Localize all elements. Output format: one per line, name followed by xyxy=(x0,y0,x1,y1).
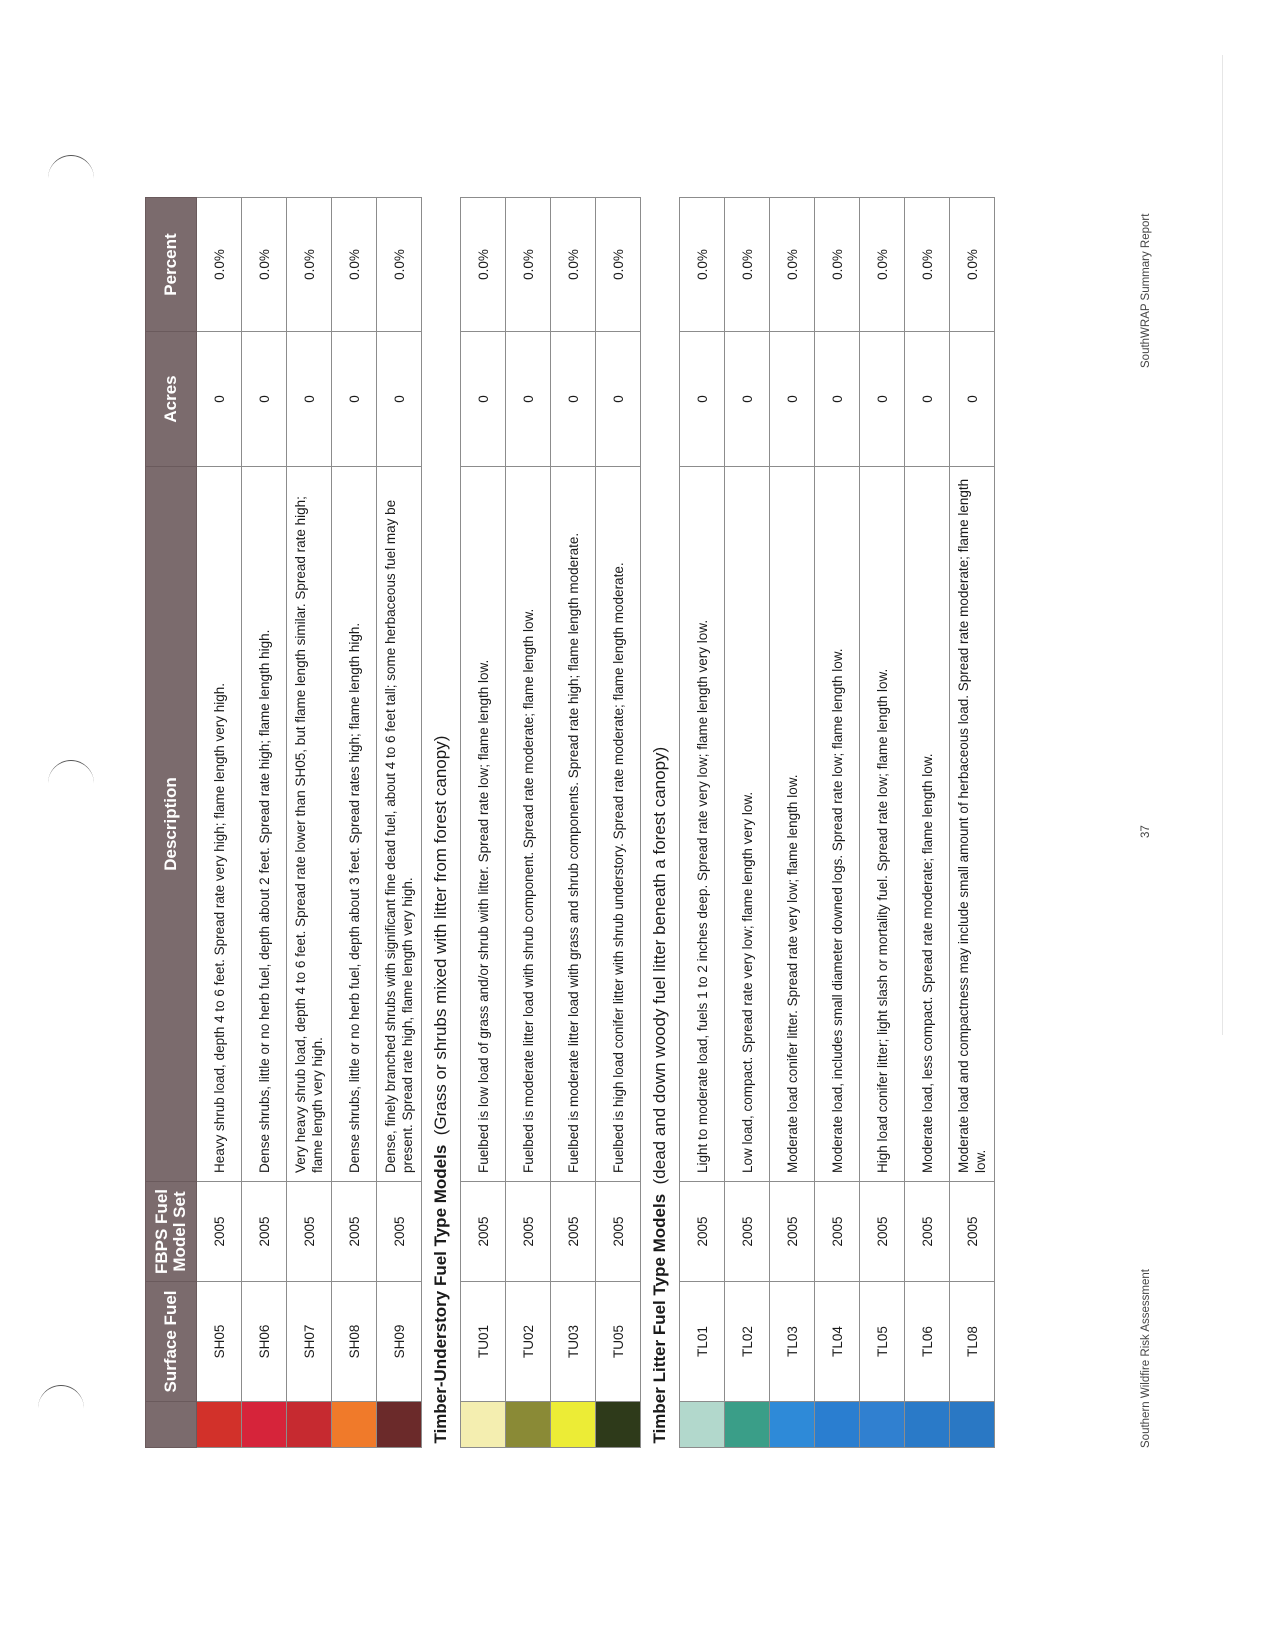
fuel-description: Moderate load, less compact. Spread rate moderate; flame length low. xyxy=(905,467,950,1182)
fuel-model-set: 2005 xyxy=(242,1182,287,1282)
fuel-code: TL04 xyxy=(815,1282,860,1402)
fuel-acres: 0 xyxy=(461,332,506,467)
header-surface-fuel: Surface Fuel xyxy=(146,1282,197,1402)
fuel-description: Moderate load, includes small diameter downed logs. Spread rate low; flame length low. xyxy=(815,467,860,1182)
fuel-model-set: 2005 xyxy=(725,1182,770,1282)
fuel-description: Moderate load and compactness may include small amount of herbaceous load. Spread rate moderate; flame length low. xyxy=(950,467,995,1182)
fuel-model-set: 2005 xyxy=(860,1182,905,1282)
fuel-code: TU01 xyxy=(461,1282,506,1402)
fuel-percent: 0.0% xyxy=(950,198,995,332)
fuel-acres: 0 xyxy=(596,332,641,467)
binder-hole-top xyxy=(48,155,94,202)
fuel-model-set: 2005 xyxy=(905,1182,950,1282)
fuel-model-set: 2005 xyxy=(461,1182,506,1282)
section-title: Timber Litter Fuel Type Models xyxy=(650,1193,669,1444)
color-swatch xyxy=(725,1402,770,1448)
color-swatch xyxy=(197,1402,242,1448)
color-swatch xyxy=(860,1402,905,1448)
fuel-description: Low load, compact. Spread rate very low; flame length very low. xyxy=(725,467,770,1182)
fuel-acres: 0 xyxy=(287,332,332,467)
fuel-description: Fuelbed is low load of grass and/or shrub with litter. Spread rate low; flame length low. xyxy=(461,467,506,1182)
footer-right: SouthWRAP Summary Report xyxy=(1140,213,1152,368)
fuel-percent: 0.0% xyxy=(680,198,725,332)
fuel-description: Dense shrubs, little or no herb fuel, depth about 2 feet. Spread rate high; flame length high. xyxy=(242,467,287,1182)
fuel-percent: 0.0% xyxy=(377,198,422,332)
section-header-timber-litter xyxy=(641,198,680,1448)
fuel-percent: 0.0% xyxy=(815,198,860,332)
fuel-code: TU05 xyxy=(596,1282,641,1402)
header-percent: Percent xyxy=(146,198,197,332)
scan-edge-line xyxy=(1222,55,1223,1035)
fuel-acres: 0 xyxy=(506,332,551,467)
table-row xyxy=(680,198,725,1448)
fuel-acres: 0 xyxy=(725,332,770,467)
table-row xyxy=(242,198,287,1448)
fuel-model-set: 2005 xyxy=(551,1182,596,1282)
fuel-percent: 0.0% xyxy=(725,198,770,332)
footer-page-number: 37 xyxy=(1140,825,1152,838)
fuel-acres: 0 xyxy=(242,332,287,467)
fuel-model-set: 2005 xyxy=(596,1182,641,1282)
fuel-acres: 0 xyxy=(860,332,905,467)
fuel-code: TL02 xyxy=(725,1282,770,1402)
fuel-acres: 0 xyxy=(551,332,596,467)
footer-left: Southern Wildfire Risk Assessment xyxy=(1140,1269,1152,1448)
table-row xyxy=(197,198,242,1448)
fuel-description: Fuelbed is high load conifer litter with shrub understory. Spread rate moderate; flame length moderate. xyxy=(596,467,641,1182)
fuel-acres: 0 xyxy=(332,332,377,467)
fuel-acres: 0 xyxy=(377,332,422,467)
binder-hole-middle xyxy=(48,760,94,807)
table-header-row xyxy=(146,198,197,1448)
fuel-model-set: 2005 xyxy=(377,1182,422,1282)
fuel-model-set: 2005 xyxy=(950,1182,995,1282)
fuel-acres: 0 xyxy=(197,332,242,467)
fuel-description: Very heavy shrub load, depth 4 to 6 feet. Spread rate lower than SH05, but flame length similar. Spread rate high; flame length very high. xyxy=(287,467,332,1182)
fuel-description: Heavy shrub load, depth 4 to 6 feet. Spread rate very high; flame length very high. xyxy=(197,467,242,1182)
fuel-acres: 0 xyxy=(815,332,860,467)
fuel-percent: 0.0% xyxy=(551,198,596,332)
fuel-model-set: 2005 xyxy=(287,1182,332,1282)
color-swatch xyxy=(506,1402,551,1448)
color-swatch xyxy=(770,1402,815,1448)
section-title: Timber-Understory Fuel Type Models xyxy=(431,1144,450,1444)
fuel-model-set: 2005 xyxy=(770,1182,815,1282)
fuel-description: Light to moderate load, fuels 1 to 2 inches deep. Spread rate very low; flame length very low. xyxy=(680,467,725,1182)
table-row xyxy=(596,198,641,1448)
color-swatch xyxy=(242,1402,287,1448)
table-row xyxy=(506,198,551,1448)
fuel-percent: 0.0% xyxy=(242,198,287,332)
fuel-description: Dense, finely branched shrubs with significant fine dead fuel, about 4 to 6 feet tall; some herbaceous fuel may be present. Spread rate high, flame length very high. xyxy=(377,467,422,1182)
fuel-description: Fuelbed is moderate litter load with shrub component. Spread rate moderate; flame length low. xyxy=(506,467,551,1182)
fuel-percent: 0.0% xyxy=(506,198,551,332)
fuel-code: TU03 xyxy=(551,1282,596,1402)
header-fbps-fuel-model-set: FBPS Fuel Model Set xyxy=(146,1182,197,1282)
fuel-description: Fuelbed is moderate litter load with grass and shrub components. Spread rate high; flame length moderate. xyxy=(551,467,596,1182)
fuel-acres: 0 xyxy=(680,332,725,467)
fuel-code: SH06 xyxy=(242,1282,287,1402)
fuel-code: TL01 xyxy=(680,1282,725,1402)
fuel-code: SH08 xyxy=(332,1282,377,1402)
fuel-description: High load conifer litter; light slash or mortality fuel. Spread rate low; flame length low. xyxy=(860,467,905,1182)
color-swatch xyxy=(950,1402,995,1448)
fuel-model-set: 2005 xyxy=(680,1182,725,1282)
fuel-model-set: 2005 xyxy=(197,1182,242,1282)
color-swatch xyxy=(287,1402,332,1448)
fuel-code: SH07 xyxy=(287,1282,332,1402)
table-row xyxy=(905,198,950,1448)
fuel-model-table xyxy=(145,197,995,1448)
table-row xyxy=(725,198,770,1448)
fuel-code: TL05 xyxy=(860,1282,905,1402)
fuel-model-set: 2005 xyxy=(506,1182,551,1282)
fuel-percent: 0.0% xyxy=(770,198,815,332)
fuel-code: TU02 xyxy=(506,1282,551,1402)
fuel-percent: 0.0% xyxy=(197,198,242,332)
color-swatch xyxy=(551,1402,596,1448)
fuel-code: SH05 xyxy=(197,1282,242,1402)
table-row xyxy=(860,198,905,1448)
fuel-percent: 0.0% xyxy=(596,198,641,332)
fuel-model-set: 2005 xyxy=(815,1182,860,1282)
section-header-timber-understory xyxy=(422,198,461,1448)
fuel-model-set: 2005 xyxy=(332,1182,377,1282)
section-note: (dead and down woody fuel litter beneath a forest canopy) xyxy=(650,746,669,1185)
color-swatch xyxy=(815,1402,860,1448)
table-row xyxy=(332,198,377,1448)
fuel-description: Moderate load conifer litter. Spread rate very low; flame length low. xyxy=(770,467,815,1182)
table-row xyxy=(377,198,422,1448)
header-acres: Acres xyxy=(146,332,197,467)
table-row xyxy=(815,198,860,1448)
fuel-acres: 0 xyxy=(770,332,815,467)
section-note: (Grass or shrubs mixed with litter from forest canopy) xyxy=(431,735,450,1136)
fuel-percent: 0.0% xyxy=(461,198,506,332)
fuel-code: TL03 xyxy=(770,1282,815,1402)
color-swatch xyxy=(680,1402,725,1448)
fuel-percent: 0.0% xyxy=(860,198,905,332)
fuel-percent: 0.0% xyxy=(287,198,332,332)
fuel-description: Dense shrubs, little or no herb fuel, depth about 3 feet. Spread rates high; flame length high. xyxy=(332,467,377,1182)
table-row xyxy=(551,198,596,1448)
header-swatch xyxy=(146,1402,197,1448)
fuel-code: TL06 xyxy=(905,1282,950,1402)
fuel-acres: 0 xyxy=(950,332,995,467)
fuel-percent: 0.0% xyxy=(332,198,377,332)
color-swatch xyxy=(461,1402,506,1448)
color-swatch xyxy=(332,1402,377,1448)
fuel-code: SH09 xyxy=(377,1282,422,1402)
fuel-code: TL08 xyxy=(950,1282,995,1402)
fuel-percent: 0.0% xyxy=(905,198,950,332)
color-swatch xyxy=(905,1402,950,1448)
table-row xyxy=(770,198,815,1448)
header-description: Description xyxy=(146,467,197,1182)
color-swatch xyxy=(596,1402,641,1448)
table-row xyxy=(287,198,332,1448)
binder-hole-bottom xyxy=(38,1385,84,1432)
color-swatch xyxy=(377,1402,422,1448)
fuel-acres: 0 xyxy=(905,332,950,467)
table-row xyxy=(950,198,995,1448)
rotated-page-content xyxy=(145,198,1152,1448)
table-row xyxy=(461,198,506,1448)
